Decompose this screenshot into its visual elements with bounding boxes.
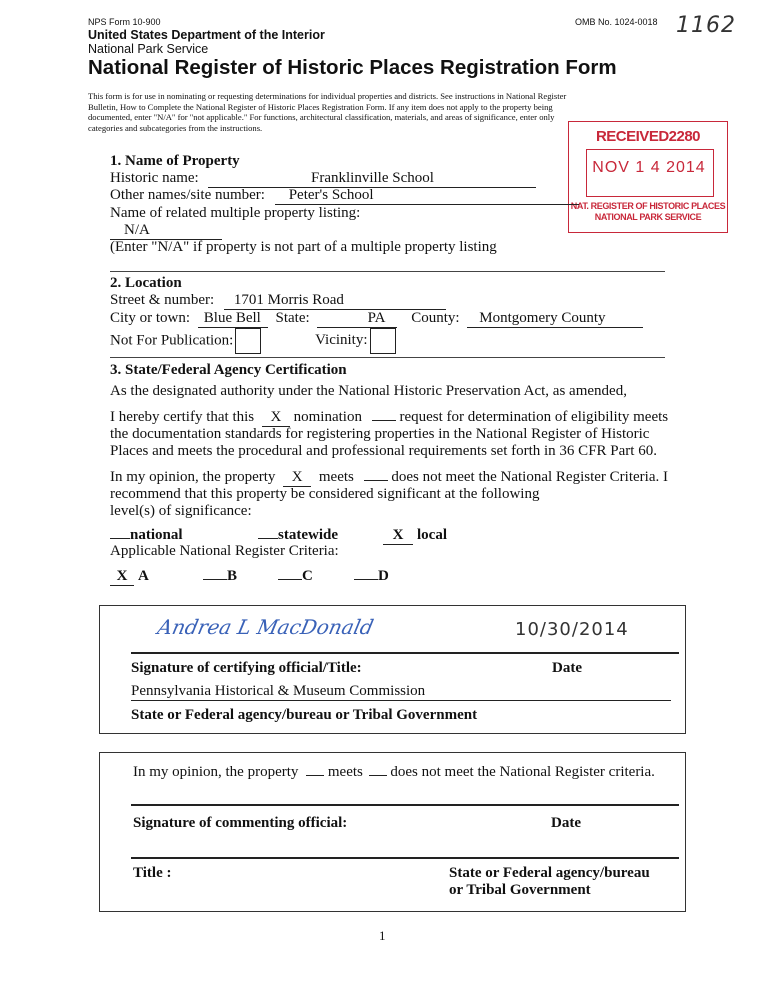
statewide-mark[interactable] [258, 538, 278, 539]
agency-line [131, 700, 671, 701]
state-value[interactable]: PA [317, 311, 397, 328]
certify-text: the documentation standards for registering properties in the National Register of Historic [110, 426, 650, 442]
commenting-meets-mark[interactable] [306, 775, 324, 776]
not-meets-mark[interactable] [364, 480, 388, 481]
street-value[interactable]: 1701 Morris Road [224, 293, 446, 310]
page-number: 1 [379, 928, 386, 943]
related-listing-row [110, 222, 222, 240]
department: United States Department of the Interior [88, 28, 325, 42]
city-label: City or town: [110, 310, 191, 326]
intro-line: categories and subcategories from the instructions. [88, 122, 263, 133]
related-listing-note: (Enter "N/A" if property is not part of a multiple property listing [110, 239, 497, 255]
commenting-date-label: Date [551, 815, 581, 831]
criteria-label: Applicable National Register Criteria: [110, 543, 339, 559]
historic-name-label: Historic name: [110, 170, 199, 186]
nfp-label: Not For Publication: [110, 332, 234, 349]
criterion-d-mark[interactable] [354, 579, 378, 580]
opinion-text: level(s) of significance: [110, 503, 252, 519]
local-mark[interactable]: X [383, 528, 413, 545]
commenting-signature-line [131, 804, 679, 806]
stamp-line2: NATIONAL PARK SERVICE [594, 212, 702, 222]
nfp-checkbox[interactable] [235, 328, 261, 354]
publication-row [110, 328, 396, 354]
certifying-signature[interactable]: Andrea L MacDonald [155, 615, 376, 639]
request-label: request for determination of eligibility meets [399, 409, 669, 425]
criterion-d-label: D [378, 568, 389, 584]
request-mark[interactable] [372, 420, 396, 421]
national-mark[interactable] [110, 538, 130, 539]
opinion-text: In my opinion, the property [110, 469, 276, 485]
commenting-opinion [133, 764, 655, 781]
criterion-b [203, 568, 237, 585]
level-national [110, 527, 183, 544]
vicinity-checkbox[interactable] [370, 328, 396, 354]
intro-line: documented, enter "N/A" for "not applicable." For functions, architectural classification, materials, and areas of significance, enter only [88, 112, 555, 123]
service: National Park Service [88, 42, 209, 56]
criterion-c-mark[interactable] [278, 579, 302, 580]
commenting-not-meets-mark[interactable] [369, 775, 387, 776]
criterion-a-mark[interactable]: X [110, 569, 134, 586]
commenting-opinion-text: In my opinion, the property [133, 764, 299, 780]
criterion-c-label: C [302, 568, 313, 584]
commenting-agency-label: or Tribal Government [449, 882, 591, 898]
authority-text: As the designated authority under the National Historic Preservation Act, as amended, [110, 383, 627, 399]
intro-line: This form is for use in nominating or requesting determinations for individual properties and districts. See instructions in National Register [88, 91, 567, 101]
other-names-row [110, 187, 579, 205]
state-label: State: [275, 310, 310, 326]
certifying-date-label: Date [552, 660, 582, 676]
meets-mark[interactable]: X [283, 470, 311, 487]
criterion-a-label: A [138, 568, 149, 584]
stamp-received: RECEIVED2280 [595, 128, 701, 145]
certify-text: Places and meets the procedural and professional requirements set forth in 36 CFR Part 60. [110, 443, 657, 459]
other-names-value[interactable]: Peter's School [275, 188, 579, 205]
opinion-line [110, 469, 668, 487]
intro-line: Bulletin, How to Complete the National Register of Historic Places Registration Form. If any item does not apply to the property being [88, 101, 553, 112]
agency-value[interactable]: Pennsylvania Historical & Museum Commission [131, 683, 426, 699]
page-title: National Register of Historic Places Registration Form [88, 56, 617, 79]
divider [110, 271, 665, 272]
related-listing-label: Name of related multiple property listing: [110, 205, 361, 221]
not-meets-label: does not meet the National Register Criteria. I [391, 469, 668, 485]
certify-line [110, 409, 668, 427]
agency-label: State or Federal agency/bureau or Tribal Government [131, 707, 478, 723]
city-row [110, 310, 643, 328]
divider [110, 357, 665, 358]
meets-label: meets [318, 469, 354, 485]
criterion-b-label: B [227, 568, 238, 584]
county-label: County: [411, 310, 460, 326]
intro-text [88, 91, 566, 133]
related-listing-value[interactable]: N/A [110, 223, 222, 240]
level-local [383, 527, 447, 545]
form-number: NPS Form 10-900 [88, 17, 161, 27]
criterion-d [354, 568, 389, 585]
signature-line [131, 652, 679, 654]
nomination-label: nomination [293, 409, 362, 425]
stamp-line1: NAT. REGISTER OF HISTORIC PLACES [570, 201, 726, 211]
received-stamp [568, 121, 728, 233]
national-label: national [130, 527, 183, 543]
opinion-text: recommend that this property be considered significant at the following [110, 486, 540, 502]
city-value[interactable]: Blue Bell [198, 311, 268, 328]
certifying-signature-label: Signature of certifying official/Title: [131, 660, 362, 676]
nomination-mark[interactable]: X [262, 410, 290, 427]
section1-heading: 1. Name of Property [110, 153, 240, 169]
historic-name-value[interactable]: Franklinville School [208, 171, 536, 188]
commenting-signature-label: Signature of commenting official: [133, 815, 348, 831]
county-value[interactable]: Montgomery County [467, 311, 643, 328]
commenting-title-line [131, 857, 679, 859]
section3-heading: 3. State/Federal Agency Certification [110, 362, 347, 378]
commenting-title-label: Title : [133, 865, 172, 881]
street-row [110, 292, 446, 310]
stamp-date: NOV 1 4 2014 [592, 159, 706, 176]
criterion-c [278, 568, 313, 585]
local-label: local [417, 527, 447, 543]
certify-text: I hereby certify that this [110, 409, 255, 425]
commenting-agency-label: State or Federal agency/bureau [449, 865, 650, 881]
criterion-b-mark[interactable] [203, 579, 227, 580]
handwritten-number: 1162 [676, 13, 736, 38]
section2-heading: 2. Location [110, 275, 182, 291]
other-names-label: Other names/site number: [110, 187, 265, 203]
certifying-date-value[interactable]: 10/30/2014 [515, 619, 629, 640]
street-label: Street & number: [110, 292, 215, 308]
level-statewide [258, 527, 338, 544]
omb-number: OMB No. 1024-0018 [575, 17, 658, 27]
vicinity-label: Vicinity: [315, 332, 368, 349]
criterion-a [110, 568, 149, 586]
commenting-meets-label: meets [327, 764, 363, 780]
statewide-label: statewide [278, 527, 338, 543]
commenting-not-meets-label: does not meet the National Register criteria. [390, 764, 655, 780]
historic-name-row [110, 170, 536, 188]
